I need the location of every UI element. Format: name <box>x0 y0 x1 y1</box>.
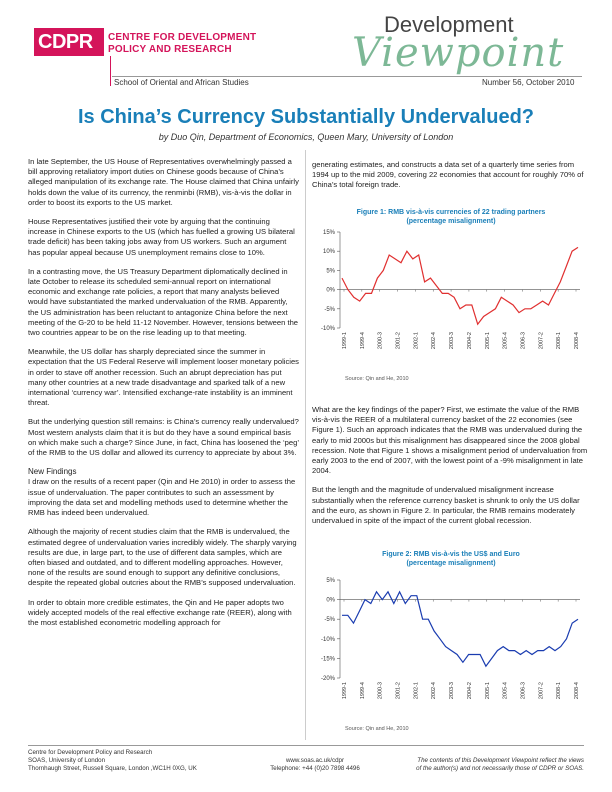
column-right-top <box>312 160 590 200</box>
footer-centre: Centre for Development Policy and Research <box>28 749 153 756</box>
series-title-bottom: Viewpoint <box>352 30 565 76</box>
x-tick-label: 2007-2 <box>538 682 545 700</box>
x-tick-label: 2008-1 <box>556 332 563 350</box>
x-tick-label: 2008-4 <box>574 682 580 700</box>
x-tick-label: 2008-4 <box>574 332 580 350</box>
figure-1-chart <box>312 226 590 366</box>
x-tick-label: 2006-3 <box>520 682 527 700</box>
paragraph: Meanwhile, the US dollar has sharply depreciated since the summer in expectation that the US Federal Reserve will implement looser monetary policies in order to stave off another recession. Such an abrupt depreciation has put many other countries at a new trade disadvantage and sparked talk of a new international ‘currency war’. Intensified exchange-rate instability is an imminent threat. <box>28 347 299 408</box>
x-tick-label: 2003-3 <box>449 682 456 700</box>
x-tick-label: 2005-4 <box>502 332 509 350</box>
centre-line-1: CENTRE FOR DEVELOPMENT <box>108 32 257 43</box>
series-title-top: Development <box>384 12 514 37</box>
x-tick-label: 2000-3 <box>377 682 384 700</box>
column-divider <box>305 150 306 740</box>
y-tick-label: -20% <box>320 676 335 682</box>
issue-number: Number 56, October 2010 <box>482 78 575 87</box>
x-tick-label: 1999-1 <box>342 332 348 350</box>
x-tick-label: 1999-4 <box>359 682 366 700</box>
x-tick-label: 2003-3 <box>449 332 456 350</box>
paragraph: In a contrasting move, the US Treasury Department diplomatically declined in late October to release its scheduled semi-annual report on international economic and exchange rate policies, a report that many analysts believed would have substantiated the marked undervaluation of the RMB. Apparently, the US administration has been reluctant to antagonize China before the next meeting of the G-20 to be held 11-12 November. However, tensions between the two countries appear to be on the rise leading up to that meeting. <box>28 266 299 338</box>
x-tick-label: 2002-4 <box>431 332 438 350</box>
header-accent-bar <box>110 56 111 86</box>
school-name: School of Oriental and African Studies <box>114 78 249 87</box>
x-tick-label: 2006-3 <box>520 332 527 350</box>
figure-1-title: Figure 1: RMB vis-à-vis currencies of 22 trading partners <box>356 209 546 216</box>
x-tick-label: 2007-2 <box>538 332 545 350</box>
x-tick-label: 2000-3 <box>377 332 384 350</box>
x-tick-label: 2004-2 <box>466 332 473 350</box>
y-tick-label: 5% <box>326 268 335 275</box>
figure-2-subtitle: (percentage misalignment) <box>406 560 496 567</box>
x-tick-label: 2002-1 <box>413 682 420 700</box>
x-tick-label: 2001-2 <box>395 332 402 350</box>
paragraph: What are the key findings of the paper? First, we estimate the value of the RMB vis-à-vis the REER of a multilateral currency basket of the 22 economies (see Figure 1). Such an approach indicates that the RMB was undervalued during the early to mid 2000s but this misalignment has disappeared since the 2008 global recession. Note that Figure 1 shows a misalignment period of undervaluation from early 2003 to the end of 2007, with the lowest point of a -9% misalignment in late 2004. <box>312 405 588 476</box>
y-tick-label: 15% <box>322 230 335 236</box>
x-tick-label: 2005-1 <box>484 332 491 350</box>
paragraph: I draw on the results of a recent paper (Qin and He 2010) in order to assess the issue of undervaluation. The paper contributes to such an assessment by improving the data set and modelling methods used to determine whether the RMB has indeed been undervalued. <box>28 477 296 518</box>
paragraph: generating estimates, and constructs a data set of a quarterly time series from 1994 up to the mid 2009, covering 22 economies that account for roughly 70% of China’s total foreign trade. <box>312 160 584 190</box>
x-tick-label: 2008-1 <box>556 682 563 700</box>
figure-2-chart <box>312 574 590 722</box>
footer-university: SOAS, University of London <box>28 757 106 764</box>
y-tick-label: 5% <box>326 578 335 584</box>
figure-2-source: Source: Qin and He, 2010 <box>345 726 409 732</box>
y-tick-label: -5% <box>324 617 335 624</box>
centre-line-2: POLICY AND RESEARCH <box>108 44 232 55</box>
column-left <box>28 157 300 637</box>
x-tick-label: 2001-2 <box>395 682 402 700</box>
paragraph: Although the majority of recent studies claim that the RMB is undervalued, the estimated degree of undervaluation varies incredibly widely. The sharply varying results are due, in large part, to the use of different data samples, which are often biased and outdated, and to different modelling approaches. However, none of the results are sound enough to support any definitive conclusions, despite the repeated global outcries about the RMB’s supposed undervaluation. <box>28 527 297 588</box>
footer-disclaimer-line-2: of the author(s) and not necessarily those of CDPR or SOAS. <box>416 765 584 772</box>
centre-name <box>108 32 256 56</box>
paragraph: But the underlying question still remains: is China’s currency really undervalued? Most western analysts claim that it is but do they have a sound empirical basis on which make such a charge? Since June, in fact, China has loosened the ‘peg’ of the RMB to the US dollar and allowed its currency to appreciate by about 3%. <box>28 417 299 458</box>
x-tick-label: 2005-1 <box>484 682 491 700</box>
figure-1-title-block <box>312 208 590 226</box>
paragraph: But the length and the magnitude of undervalued misalignment increase substantially when the reference currency basket is shrunk to only the US dollar and the euro, as shown in Figure 2. In particular, the RMB remains moderately undervalued in spite of the impact of the current global recession. <box>312 485 580 526</box>
paragraph: In order to obtain more credible estimates, the Qin and He paper adopts two widely accepted models of the real effective exchange rate (REER), along with the most established econometric modelling approach for <box>28 597 292 627</box>
footer-contact <box>270 757 360 773</box>
y-tick-label: -5% <box>324 306 335 313</box>
y-tick-label: 0% <box>326 287 335 294</box>
figure-2-title-block <box>312 550 590 568</box>
article-byline: by Duo Qin, Department of Economics, Queen Mary, University of London <box>158 132 454 142</box>
paragraph: In late September, the US House of Representatives overwhelmingly passed a bill approving retaliatory import duties on Chinese goods because of China’s alleged manipulation of its exchange rate. The House claimed that China unfairly holds down the value of its currency, the renminbi (RMB), vis-à-vis the dollar in order to boost its exports to the US market. <box>28 157 299 207</box>
y-tick-label: -10% <box>320 326 335 332</box>
series-line <box>342 592 578 666</box>
y-tick-label: 10% <box>322 249 335 256</box>
footer-website[interactable]: www.soas.ac.uk/cdpr <box>285 757 345 764</box>
paragraph: House Representatives justified their vote by arguing that the continuing increase in Chinese exports to the US (which has fuelled a growing US bilateral trade deficit) has been taking jobs away from US workers. Such an argument has popular appeal because US unemployment remains close to 10%. <box>28 217 295 257</box>
cdpr-logo-text: CDPR <box>38 31 93 53</box>
footer-disclaimer-line-1: The contents of this Development Viewpoint reflect the views <box>417 757 584 764</box>
y-tick-label: -10% <box>320 636 335 643</box>
x-tick-label: 1999-1 <box>342 682 348 700</box>
y-tick-label: 0% <box>326 597 335 604</box>
header-rule <box>112 76 582 77</box>
x-tick-label: 2005-4 <box>502 682 509 700</box>
figure-1-source: Source: Qin and He, 2010 <box>345 376 409 382</box>
x-tick-label: 2002-1 <box>413 332 420 350</box>
x-tick-label: 2004-2 <box>466 682 473 700</box>
figure-2-title: Figure 2: RMB vis-à-vis the US$ and Euro <box>382 551 520 558</box>
figure-1-subtitle: (percentage misalignment) <box>406 218 496 225</box>
footer-telephone: Telephone: +44 (0)20 7898 4496 <box>270 765 360 772</box>
footer-address <box>28 749 197 773</box>
footer-disclaimer <box>388 757 584 773</box>
x-tick-label: 1999-4 <box>359 332 366 350</box>
series-line <box>342 247 578 324</box>
article-title: Is China’s Currency Substantially Undervalued? <box>77 106 535 128</box>
y-tick-label: -15% <box>320 656 335 663</box>
section-heading: New Findings <box>28 467 77 477</box>
column-right-middle <box>312 405 590 535</box>
footer-street: Thornhaugh Street, Russell Square, London ,WC1H 0XG, UK <box>28 765 197 772</box>
x-tick-label: 2002-4 <box>431 682 438 700</box>
footer-rule <box>28 745 584 746</box>
